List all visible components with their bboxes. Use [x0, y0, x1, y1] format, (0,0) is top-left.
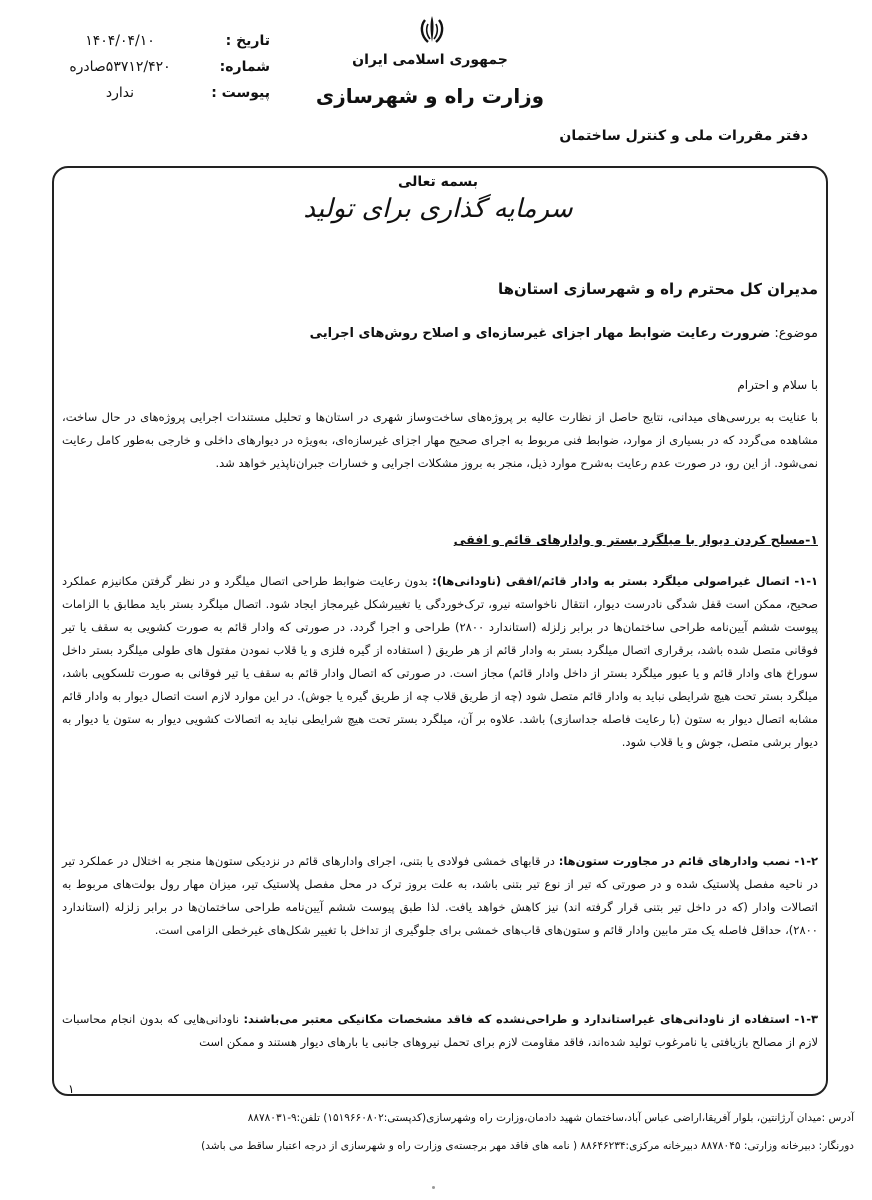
section-1-2-body: در قابهای خمشی فولادی یا بتنی، اجرای وادارهای قائم در نزدیکی ستون‌ها منجر به اختلال در عملکرد تیر در ناحیه مفصل پلاستیک شده و در صورتی که تیر از نوع تیر بتنی باشد، به علت بروز ترک در محل مفصل پلاستیک تیر، میزان مهار رول بولت‌های مربوط به اتصالات وادار (که در داخل تیر بتنی قرار گرفته اند) نیز کاهش خواهد یافت. لذا طبق پیوست ششم آیین‌نامه طراحی ساختمان‌ها در برابر زلزله (استاندارد ۲۸۰۰)، حداقل فاصله یک متر مابین وادار قائم و ستون‌های قاب‌های خمشی برای جلوگیری از تداخل با تغییر شکل‌های غیرخطی الزامی است. [62, 854, 818, 937]
letter-meta [40, 28, 270, 106]
attachment-row [40, 80, 270, 106]
attachment-label: پیوست : [211, 85, 270, 101]
section-1-3 [62, 1008, 818, 1054]
section-1-1-body: بدون رعایت ضوابط طراحی اتصال میلگرد و در نظر گرفتن مکانیزم عملکرد صحیح، ممکن است قفل شدگی نادرست دیوار، انتقال ناخواسته نیرو، ترک‌خوردگی یا تغییرشکل غیرمجاز ایجاد شود. اتصال میلگرد بستر باید مطابق با الزامات پیوست ششم آیین‌نامه طراحی ساختمان‌ها در برابر زلزله (استاندارد ۲۸۰۰) طراحی و اجرا گردد. در صورتی که وادار قائم به صورت کشویی به سقف یا تیر فوقانی متصل شده باشد، برقراری اتصال میلگرد بستر به وادار قائم از هر طریق ( استفاده از گیره فلزی و یا قلاب نمودن مفتول های طولی میلگرد بستر داخل سوراخ های وادار قائم و یا عبور میلگرد بستر از داخل وادار قائم) مجاز است. در صورتی که اتصال وادار قائم به سقف یا تیر فوقانی به صورت تلسکوپی باشد، میلگرد بستر تحت هیچ شرایطی نباید به وادار قائم متصل شود (چه از طریق قلاب چه از طریق گیره یا جوش). در این موارد لازم است اتصال دیوار به وادار قائم مشابه اتصال دیوار به ستون (با رعایت فاصله جداسازی) باشد. علاوه بر آن، میلگرد بستر تحت هیچ شرایطی نباید به اتصالات کشویی دیوار به ستون یا دیوار به دیوار برشی متصل، جوش و یا قلاب شود. [62, 574, 819, 749]
section-1-2 [62, 850, 818, 942]
number-value: ۵۳۷۱۲/۴۲۰صادره [69, 59, 171, 75]
number-row [40, 54, 270, 80]
subject-line [58, 326, 818, 341]
subject-text: ضرورت رعایت ضوابط مهار اجزای غیرسازه‌ای و اصلاح روش‌های اجرایی [309, 326, 771, 341]
recipients: مدیران کل محترم راه و شهرسازی استان‌ها [497, 280, 818, 298]
intro-paragraph: با عنایت به بررسی‌های میدانی، نتایج حاصل از نظارت عالیه بر پروژه‌های ساخت‌وساز شهری در استان‌ها و تحلیل مستندات اجرایی پروژه‌های در حال ساخت، مشاهده می‌گردد که در بسیاری از موارد، ضوابط فنی مربوط به اجرای صحیح مهار اجزای غیرسازه‌ای، به‌ویژه در دیوارهای داخلی و خارجی به‌طور کامل رعایت نمی‌شود. از این رو، در صورت عدم رعایت به‌شرح موارد ذیل، منجر به بروز مشکلات اجرایی و خسارات جبران‌ناپذیر خواهد شد. [62, 410, 818, 470]
section-1-2-heading: ۱-۲- نصب وادارهای قائم در مجاورت ستون‌ها: [558, 854, 819, 868]
date-row [40, 28, 270, 54]
subject-label: موضوع: [774, 326, 818, 341]
ministry-title: وزارت راه و شهرسازی [315, 84, 545, 108]
attachment-value: ندارد [105, 85, 135, 101]
bismillah: بسمه تعالی [397, 174, 479, 190]
section-1-1 [62, 570, 818, 754]
scan-speck [432, 1186, 435, 1189]
date-label: تاریخ : [225, 33, 270, 49]
page-number: ۱ [68, 1082, 75, 1096]
footer-fax: دورنگار: دبیرخانه وزارتی: ۸۸۷۸۰۴۵ دبیرخانه مرکزی:۸۸۶۴۶۲۳۴ ( نامه های فاقد مهر برجسته‌ی وزارت راه و شهرسازی از درجه اعتبار ساقط می باشد) [201, 1140, 854, 1152]
year-slogan: سرمایه گذاری برای تولید [303, 194, 573, 224]
section-1-3-body: ناودانی‌هایی که بدون انجام محاسبات لازم از مصالح بازیافتی یا نامرغوب تولید شده‌اند، فاقد مقاومت لازم برای تحمل نیروهای جانبی یا بارهای دیوار هستند و ممکن است [62, 1012, 818, 1049]
section-1-1-heading: ۱-۱- اتصال غیراصولی میلگرد بستر به وادار قائم/افقی (ناودانی‌ها): [432, 574, 819, 588]
section-1-heading: ۱-مسلح کردن دیوار با میلگرد بستر و وادارهای قائم و افقی [453, 532, 818, 547]
footer-address: آدرس :میدان آرژانتین، بلوار آفریقا،اراضی عباس آباد،ساختمان شهید دادمان،وزارت راه وشهرسازی(کدپستی:۱۵۱۹۶۶۰۸۰۲) تلفن:۹-۸۸۷۸۰۳۱ [247, 1112, 854, 1124]
date-value: ۱۴۰۴/۰۴/۱۰ [85, 33, 155, 49]
iran-emblem-icon [414, 12, 450, 48]
greeting: با سلام و احترام [737, 378, 818, 392]
office-title: دفتر مقررات ملی و کنترل ساختمان [559, 128, 808, 144]
section-1-3-heading: ۱-۳- استفاده از ناودانی‌های غیراستاندارد و طراحی‌نشده که فاقد مشخصات مکانیکی معتبر می‌باشند: [243, 1012, 818, 1026]
number-label: شماره: [219, 59, 270, 75]
republic-title: جمهوری اسلامی ایران [352, 52, 508, 68]
